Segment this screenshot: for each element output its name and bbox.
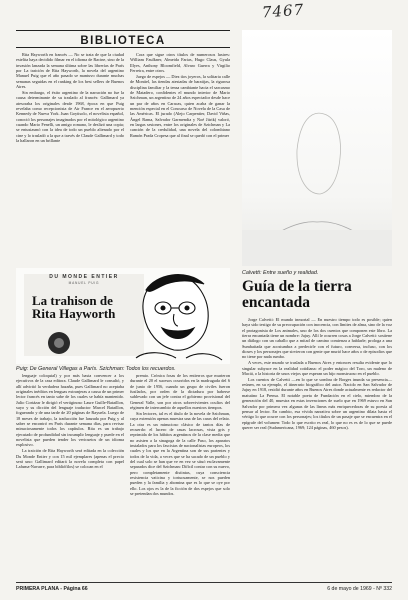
paragraph: premio. Crónica fosas de los entierros que murieron durante el 20 el sucesos ocurridos en la madrugada del 6 de junio de 1956, cuando un grupo de civiles fueron fusilados, por orden de la dictadura por haberse sublevado con un jefe contra el gobierno provisional del General Valle, son por otros sobrevivientes ocultos del régimen de intercambio de aquellos nuestros tiempos. bbox=[130, 373, 230, 411]
portrait-photo-icon bbox=[242, 30, 392, 266]
paragraph: Cora que sigue otros títulos de numerosos lustres: William Faulkner, Almeida Farias, Hugo Claus, Gyula Illyes, Anthony Bloomfield, Alvaro Guerra y Virgilio Ferreira, entre otros. bbox=[130, 52, 230, 74]
paragraph: A veces, este mundo se traslada a Buenos Aires y entonces resulta evidente que lo singular subyace en la realidad cotidiana: el poder mágico del Toro, un maleno de Maciá, o la historia de unos viejos que esperan un hijo monstruoso en el pueblo. bbox=[242, 360, 392, 376]
footer-rule bbox=[16, 582, 392, 583]
page-footer bbox=[16, 586, 392, 594]
article-column-1 bbox=[16, 52, 124, 143]
paragraph: Rita Hayworth en francés — No se trata de que la ciudad estelita haya decidido filmar en el idioma de Racine, sino de la invasión lanzada la semana última sobre las librerías de París por La traición de Rita Hayworth, la novela del argentino Manuel Puig que el año pasado se mantuvo durante muchas semanas seguidas en el ranking de los best sellers de Buenos Aires. bbox=[16, 52, 124, 90]
caricature-drawing bbox=[16, 268, 230, 364]
article-column-5 bbox=[242, 317, 392, 430]
caption-collage: Puig: De General Villegas a París. Szichman: Todos los recuerdos. bbox=[16, 366, 176, 372]
paragraph: Sin embargo, el éxito argentino de la narración no fue la causa determinante de su traslado al francés: Gallimard ya atesoraba los originales desde 1968, época en que Puig revelaba como recepcionista de Air France en el aeropuerto Kennedy de Nueva York. Juan Goytisolo, el novelista español, conoció los personajes imaginados por el mitológico argentino cuando Mario Fenelli, un amigo romano, le deslizó una copia; se entusiasmó con la idea de todo un pueblo alienado por el cine y lo trasladó a la que a través de Claude Gallimard y todo la hallaron en un brillante bbox=[16, 89, 124, 143]
paragraph: Sin lectores, tal es el título de la novela de Szichman, cuya extensión apenas muestra una de las caras del relato. La otra es un minucioso clásico de tantos días de recuerdo: el lucero de casas lacrosas, vista gris y reprimida de los hábitos argentinos de la clase media que no asisten a la sinagoga de la calle Paso, los aparatos instalados para los fascistas de nacionalistas europeos, los cuales y los que en la Argentina son de sus parientes y todos de la vida, a veces que se ha sacado de un pueblo y del cual solo se han que ve en vez se situó esclavamente separados dice del Szichman: Difícil contar con su nuevo, pero completamente distintas, cuya consciencia resistencia vaticina y tortuosamente, se nos pueden pueden y la familia y abomina que es lo que se oye por ello. Los ojos es la de la ficción de dos espejos que solo se pretendan dos mundos. bbox=[130, 410, 230, 497]
article-headline: Guía de la tierra encantada bbox=[242, 278, 352, 311]
paragraph: Jorge Calvetti: El mundo inmortal — En nuestro tiempo todo es posible; quien haya sido testigo de su preocupación con inocencia, con límites de alma, sino de la voz el protagonista de Los animales, uno de los dos cuentos que componen este libro. La tierra encantada tiene un nombre: Jujuy. Allí le ocurren cosas a Jorge Calvetti: sostiene un diálogo con un caballo que a mitad de camino comienza a hablarle; prologa a una Sumbaitada que acostumbra a predecirle con el futuro, conversa, incluso, con los dioses y los personajes que sirvieron con gente que murió hace años o de episodios que no tiene por nada rumbo. bbox=[242, 317, 392, 360]
handwritten-archive-number: 7467 bbox=[261, 0, 305, 22]
newspaper-page bbox=[16, 30, 392, 578]
book-author: MANUEL PUIG bbox=[68, 281, 100, 285]
paragraph: lenguaje coloquial) y por más basta convencer a los ejecutivos de la casa editora. Claude Gallimard le consultó, y allí advirtió la verdadera hazaña, pues Gallimard no aceptaba originales inéditos en lenguas extranjeras a causa de un primer lector francés en tanto sabe de los cuales se había mantenido. Julio Cortázar le dirigió el vertiginoso Laure Guille-Bataillon, suyo y su dicción del lenguaje traductor Marcel Bataillon, fogueando y de una tarde de 20 páginas de Rayuela. Luego de 18 meses de trabajo, la traducción fue lanzada por Puig y al saber se encontró en París durante semana días, para revisar minuciosamente todos los capítulos. Rita es un trabajo ejecutado de profundidad sin incumplir lenguaje y puede en el novelista que pueden tender los vericuetos de un idioma explosivo. bbox=[16, 373, 124, 448]
paragraph: Los cuentos de Calvetti —en lo que se sombra de Borges inunda su presencia— reúnen, en su ejemplo, el itinerario biográfico del autor. Nacido en San Salvador de Jujuy en 1918, residió durante años en Buenos Aires donde actualmente es redactor del matutino La Prensa. El notable poeta de Fundación en el cielo, miembro de la generación del 40, muestra en estas invenciones de suelo que en 1969 estuvo en San Salvador por primera vez algunas de las líneas más enriquecedoras de su poesía al pensar al lector. En cambio, esa vívida narrativa sobre un argentino dilata hasta el vértigo lo que ocurre con los personajes; los títulos de un pasaje que se encuentra en el epígrafe del volumen: Todo lo que escrito es real, lo que no es es de lo que se puede querer ser real (Sudamericana, 1969; 124 páginas, 460 pesos). bbox=[242, 376, 392, 430]
section-title: BIBLIOTECA bbox=[80, 35, 166, 47]
illustration-collage bbox=[16, 268, 230, 364]
caricature-face-icon bbox=[136, 275, 222, 360]
article-column-4 bbox=[130, 373, 230, 496]
footer-publication: PRIMERA PLANA - Página 66 bbox=[16, 586, 88, 592]
caption-photo: Calvetti: Entre sueño y realidad. bbox=[242, 270, 319, 276]
article-column-3 bbox=[16, 373, 124, 470]
author-photo bbox=[242, 30, 392, 266]
paragraph: La traición de Rita Hayworth será editada en la colección Du Monde Entier y con 15 mil ejemplares (apenas el precio será uno: Gallimard editará la novela completa con papel Lafuma-Navarre, para bibliófilos) se colocan en el bbox=[16, 448, 124, 470]
footer-date-issue: 6 de mayo de 1969 - Nº 332 bbox=[327, 586, 392, 592]
paragraph: Juego de espejos — Diez tíos joyeros, la solitaria calle de Montiel, las tiendas atestadas de baratijas, la rigurosa disciplina familiar y la tensa cambiante hacia el sarcasmo de Matadero, confidentes el mundo interior de Mario Szichman, un argentino de 24 años espectador desde hace un par de años en Caracas, quien acaba de ganar la mención especial en el Concurso de Novela de la Casa de las Américas. El jurado (Alejo Carpentier, David Viñas, Ángel Rama, Salvador Garmendia y Noé Jitrik) valoró, en largas sesiones, entre los originales de Szichman y La canción de la credulidad, una novela del colombiano Ramón Prada Cropesa que al final se quedó con el primer bbox=[130, 73, 230, 138]
book-publisher-line: DU MONDE ENTIER bbox=[49, 274, 119, 280]
section-header bbox=[16, 30, 230, 48]
article-column-2 bbox=[130, 52, 230, 138]
book-title: La trahison de Rita Hayworth bbox=[32, 293, 116, 321]
